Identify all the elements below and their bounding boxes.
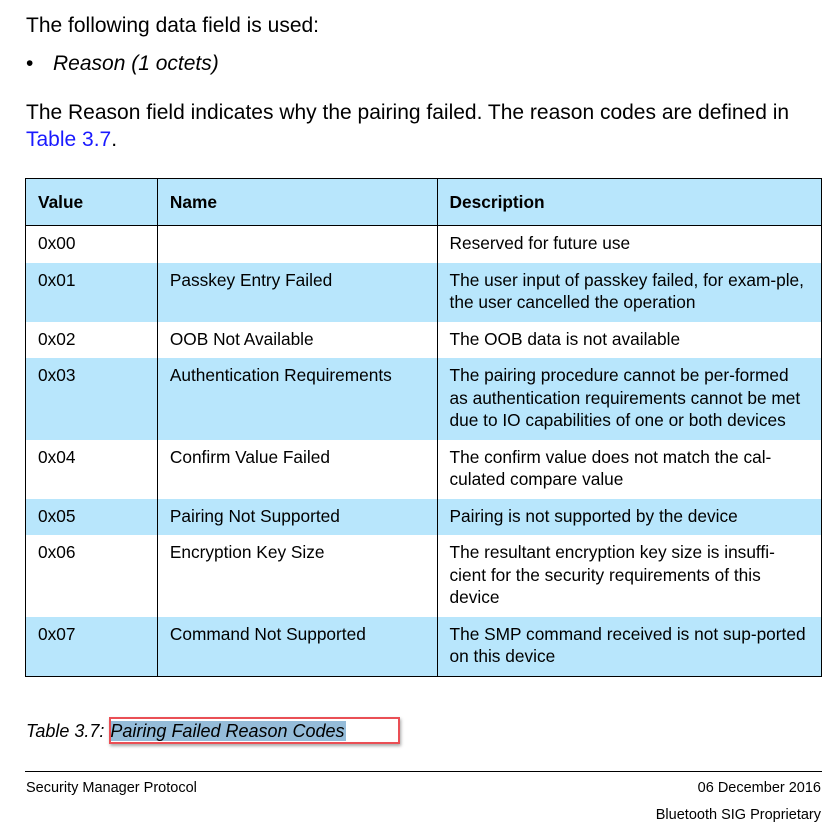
cell-value: 0x02 [26, 322, 158, 359]
table-row [26, 358, 822, 440]
table-row [26, 322, 822, 359]
cell-description: The resultant encryption key size is insuffi-cient for the security requirements of this device [437, 535, 821, 617]
footer-date: 06 December 2016 [697, 780, 821, 796]
reason-codes-table [25, 178, 822, 677]
footer-divider [25, 771, 822, 772]
footer-proprietary: Bluetooth SIG Proprietary [655, 807, 821, 823]
cell-description: Reserved for future use [437, 226, 821, 263]
cell-name: Command Not Supported [157, 617, 437, 677]
table-caption [26, 720, 350, 742]
caption-prefix: Table 3.7: [26, 721, 110, 741]
table-reference-link[interactable]: Table 3.7 [26, 128, 112, 151]
cell-name: Encryption Key Size [157, 535, 437, 617]
table-row [26, 263, 822, 322]
bullet-item-label: Reason (1 octets) [53, 52, 219, 75]
cell-description: The confirm value does not match the cal-culated compare value [437, 440, 821, 499]
cell-value: 0x06 [26, 535, 158, 617]
cell-description: The OOB data is not available [437, 322, 821, 359]
cell-name: Pairing Not Supported [157, 499, 437, 536]
cell-name [157, 226, 437, 263]
cell-value: 0x05 [26, 499, 158, 536]
table-row [26, 226, 822, 263]
cell-value: 0x07 [26, 617, 158, 677]
cell-name: Authentication Requirements [157, 358, 437, 440]
bullet-item [26, 50, 219, 77]
cell-description: The SMP command received is not sup-ported on this device [437, 617, 821, 677]
footer-document-title: Security Manager Protocol [26, 780, 197, 796]
bullet-icon: • [26, 52, 34, 75]
cell-description: The user input of passkey failed, for exam-ple, the user cancelled the operation [437, 263, 821, 322]
table-row [26, 617, 822, 677]
cell-value: 0x00 [26, 226, 158, 263]
table-row [26, 499, 822, 536]
cell-description: Pairing is not supported by the device [437, 499, 821, 536]
table-header-row [26, 179, 822, 226]
header-value: Value [26, 179, 158, 226]
table-row [26, 440, 822, 499]
caption-title-selected[interactable]: Pairing Failed Reason Codes [110, 721, 345, 741]
cell-name: OOB Not Available [157, 322, 437, 359]
intro-text: The following data field is used: [26, 14, 320, 37]
cell-name: Confirm Value Failed [157, 440, 437, 499]
cell-name: Passkey Entry Failed [157, 263, 437, 322]
description-paragraph [26, 99, 826, 153]
cell-value: 0x01 [26, 263, 158, 322]
table-row [26, 535, 822, 617]
paragraph-text: The Reason field indicates why the pairing failed. The reason codes are defined in [26, 101, 790, 124]
cell-value: 0x04 [26, 440, 158, 499]
header-name: Name [157, 179, 437, 226]
paragraph-end: . [111, 128, 118, 151]
cell-value: 0x03 [26, 358, 158, 440]
header-description: Description [437, 179, 821, 226]
cell-description: The pairing procedure cannot be per-formed as authentication requirements cannot be met due to IO capabilities of one or both devices [437, 358, 821, 440]
